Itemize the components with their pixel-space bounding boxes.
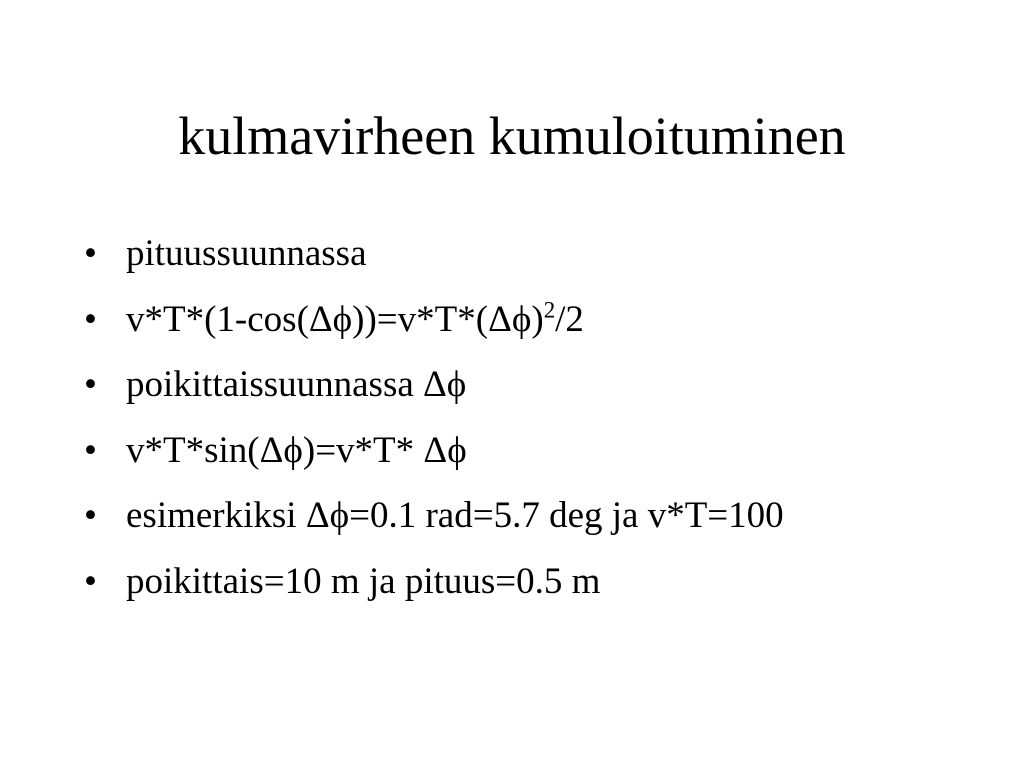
bullet-text-5: esimerkiksi Δϕ=0.1 rad=5.7 deg ja v*T=100 — [126, 495, 784, 536]
bullet-text-2-after: /2 — [555, 298, 584, 340]
bullet-dot-icon: • — [84, 495, 97, 536]
bullet-dot-icon: • — [84, 364, 97, 405]
bullet-dot-icon: • — [84, 429, 97, 471]
bullet-item-5 — [84, 494, 984, 538]
bullet-dot-icon: • — [84, 233, 97, 274]
bullet-item-1 — [84, 232, 984, 276]
slide-title: kulmavirheen kumuloituminen — [178, 106, 846, 166]
bullet-text-6: poikittais=10 m ja pituus=0.5 m — [126, 560, 601, 602]
bullet-list — [84, 232, 984, 625]
bullet-text-3: poikittaissuunnassa Δϕ — [126, 364, 467, 405]
bullet-text-2: v*T*(1-cos(Δϕ))=v*T*(Δϕ) — [126, 298, 544, 340]
bullet-item-4 — [84, 429, 984, 473]
bullet-item-3 — [84, 363, 984, 407]
bullet-superscript-2: 2 — [543, 296, 556, 322]
bullet-item-2 — [84, 298, 984, 342]
bullet-dot-icon: • — [84, 298, 97, 340]
bullet-dot-icon: • — [84, 560, 97, 602]
bullet-text-4: v*T*sin(Δϕ)=v*T* Δϕ — [126, 429, 467, 471]
bullet-item-6 — [84, 560, 984, 604]
bullet-text-1: pituussuunnassa — [126, 233, 367, 274]
